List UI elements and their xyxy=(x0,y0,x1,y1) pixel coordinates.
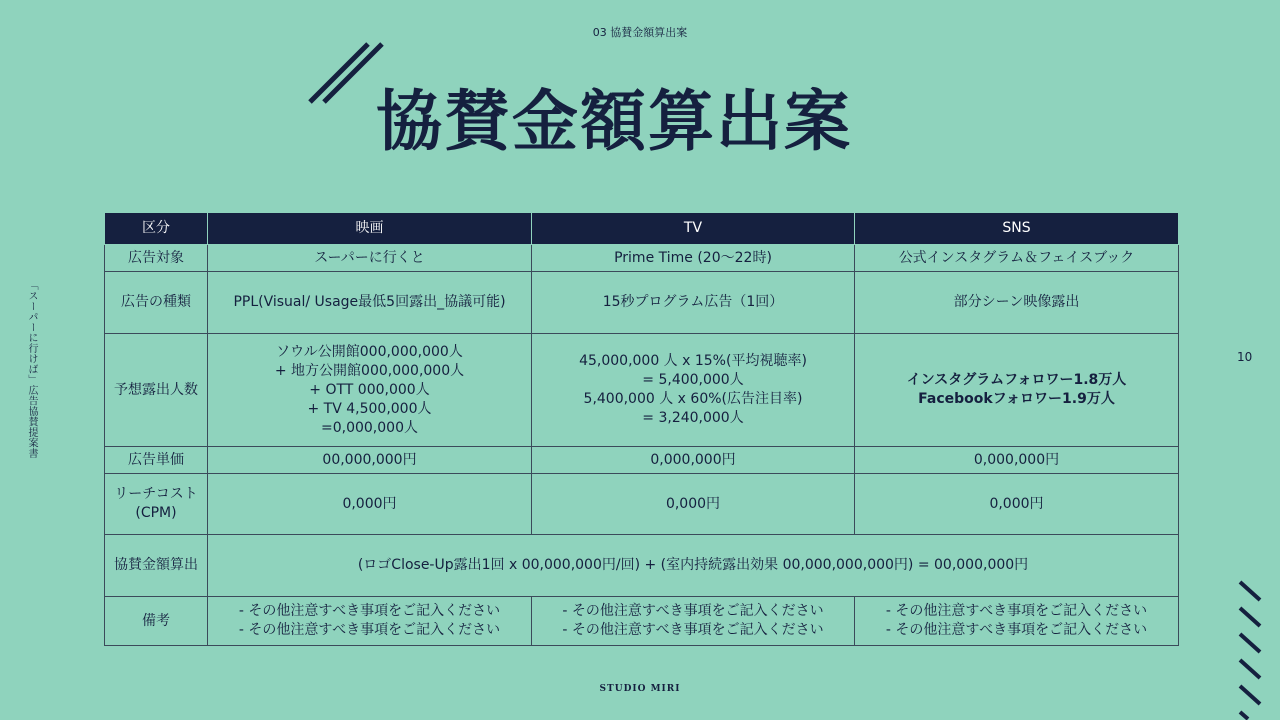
row-label: 備考 xyxy=(105,597,208,646)
note-line: - その他注意すべき事項をご記入ください xyxy=(562,622,824,638)
note-line: - その他注意すべき事項をご記入ください xyxy=(238,603,501,619)
header-sns: SNS xyxy=(855,213,1179,245)
cell-movie xyxy=(208,334,532,447)
header-category: 区分 xyxy=(105,213,208,245)
header-tv: TV xyxy=(532,213,855,245)
cell-sns: 公式インスタグラム＆フェイスブック xyxy=(855,245,1179,272)
exposure-line: Facebookフォロワー1.9万人 xyxy=(918,391,1115,407)
cell-sns: 0,000,000円 xyxy=(855,447,1179,474)
note-line: - その他注意すべき事項をご記入ください xyxy=(885,603,1148,619)
cell-sns xyxy=(855,334,1179,447)
row-label-line: (CPM) xyxy=(135,505,177,521)
row-label: 協賛金額算出 xyxy=(105,535,208,597)
cell-movie: 0,000円 xyxy=(208,474,532,535)
page-title: 協賛金額算出案 xyxy=(376,83,852,160)
cell-tv: 0,000,000円 xyxy=(532,447,855,474)
table-row-ad-target xyxy=(105,245,1179,272)
note-line: - その他注意すべき事項をご記入ください xyxy=(562,603,824,619)
row-label xyxy=(105,474,208,535)
table-row-ad-type xyxy=(105,272,1179,334)
note-line: - その他注意すべき事項をご記入ください xyxy=(238,622,501,638)
cell-sns xyxy=(855,597,1179,646)
row-label: 広告の種類 xyxy=(105,272,208,334)
exposure-line: =0,000,000人 xyxy=(321,419,418,436)
row-label: 広告対象 xyxy=(105,245,208,272)
exposure-line: 45,000,000 人 x 15%(平均視聴率) xyxy=(579,353,807,369)
row-label: 予想露出人数 xyxy=(105,334,208,447)
note-line: - その他注意すべき事項をご記入ください xyxy=(885,622,1148,638)
table-row-notes xyxy=(105,597,1179,646)
row-label: 広告単価 xyxy=(105,447,208,474)
cell-sns: 部分シーン映像露出 xyxy=(855,272,1179,334)
exposure-line: + OTT 000,000人 xyxy=(309,381,430,398)
exposure-line: 5,400,000 人 x 60%(広告注目率) xyxy=(583,391,803,407)
cell-movie: スーパーに行くと xyxy=(208,245,532,272)
exposure-line: = 3,240,000人 xyxy=(642,410,744,426)
section-label: 03 協賛金額算出案 xyxy=(592,26,688,39)
exposure-line: インスタグラムフォロワー1.8万人 xyxy=(906,372,1127,388)
cell-tv xyxy=(532,334,855,447)
cell-tv: Prime Time (20〜22時) xyxy=(532,245,855,272)
table-row-reach-cost xyxy=(105,474,1179,535)
cell-tv xyxy=(532,597,855,646)
brand-logo: STUDIO MIRI xyxy=(599,684,681,694)
table-row-unit-price xyxy=(105,447,1179,474)
exposure-line: = 5,400,000人 xyxy=(642,372,744,388)
cell-tv: 15秒プログラム広告（1回） xyxy=(532,272,855,334)
exposure-line: + TV 4,500,000人 xyxy=(307,400,432,417)
diagonal-dashes-decoration xyxy=(1236,580,1266,720)
table-header-row xyxy=(105,213,1179,245)
cell-movie: PPL(Visual/ Usage最低5回露出_協議可能) xyxy=(208,272,532,334)
cell-sns: 0,000円 xyxy=(855,474,1179,535)
row-label-line: リーチコスト xyxy=(114,486,198,502)
double-slash-decoration xyxy=(306,42,386,106)
table-row-expected-exposure xyxy=(105,334,1179,447)
exposure-line: ソウル公開館000,000,000人 xyxy=(276,343,463,360)
cell-movie: 00,000,000円 xyxy=(208,447,532,474)
sponsorship-table xyxy=(104,212,1179,646)
table-row-sponsorship-total xyxy=(105,535,1179,597)
header-movie: 映画 xyxy=(208,213,532,245)
total-formula: (ロゴClose-Up露出1回 x 00,000,000円/回) + (室内持続露出効果 00,000,000,000円) = 00,000,000円 xyxy=(208,535,1179,597)
cell-tv: 0,000円 xyxy=(532,474,855,535)
page-number: 10 xyxy=(1237,350,1253,364)
exposure-line: + 地方公開館000,000,000人 xyxy=(274,362,465,379)
side-document-title: 「スーパーに行けば」広告協賛提案書 xyxy=(26,280,37,459)
cell-movie xyxy=(208,597,532,646)
